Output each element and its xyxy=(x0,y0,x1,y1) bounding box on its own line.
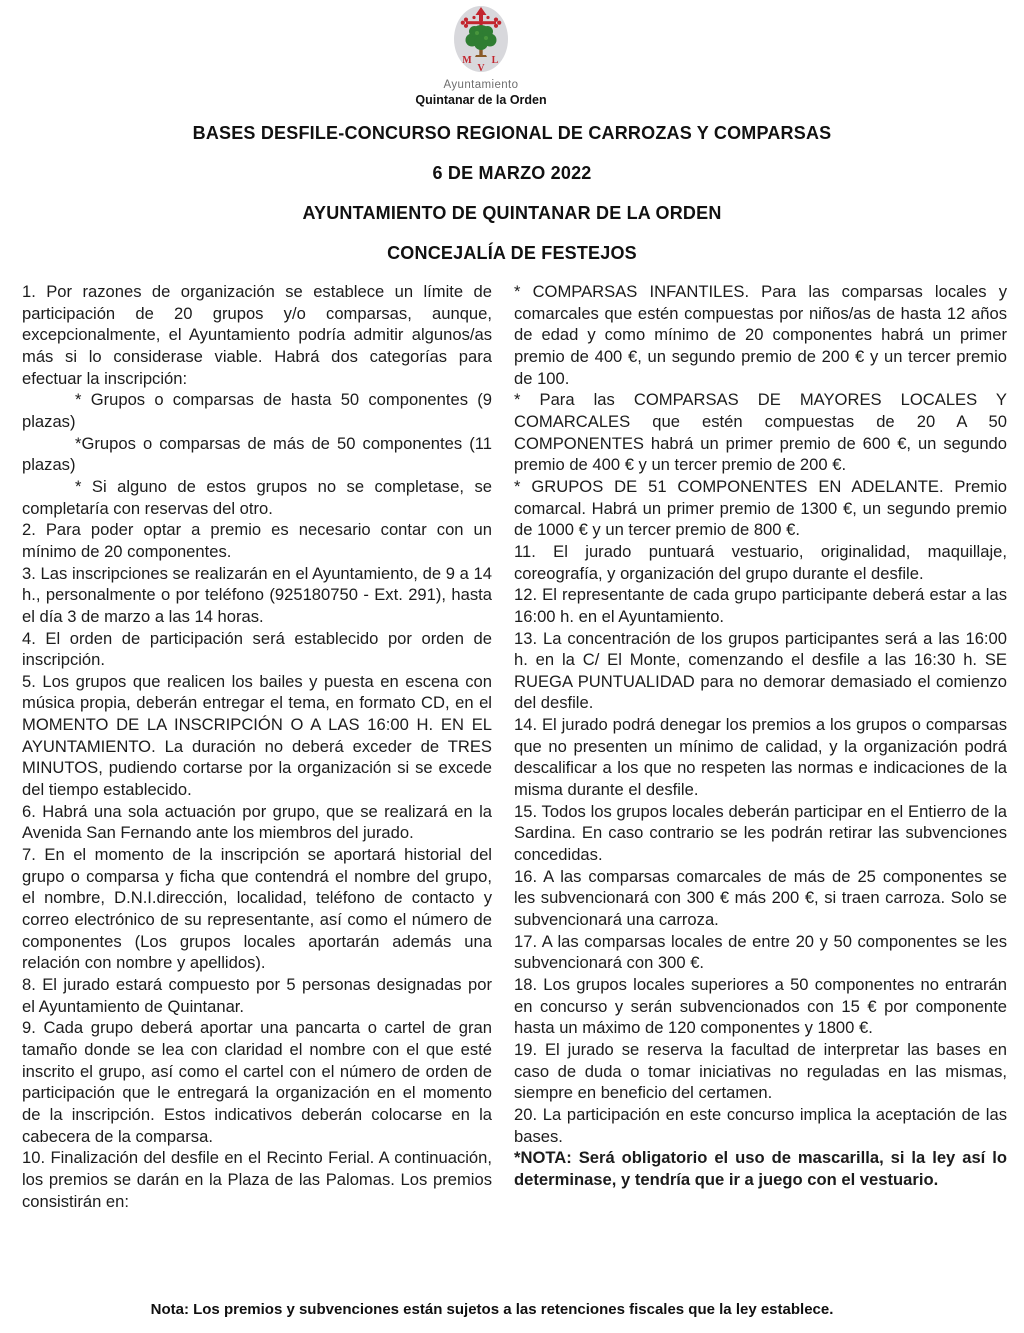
svg-text:L: L xyxy=(491,55,499,66)
rule-item-9: 9. Cada grupo deberá aportar una pancarta o cartel de gran tamaño donde se lea con claridad el nombre con el que esté inscrito el grupo, así como el cartel con el número de orden de participación que le entregará la organización en el momento de la inscripción. Estos indicativos deberán colocarse en la cabecera de la comparsa. xyxy=(22,1018,492,1146)
rule-item-13: 13. La concentración de los grupos participantes será a las 16:00 h. en la C/ El Monte, comenzando el desfile a las 16:30 h. SE RUEGA PUNTUALIDAD para no demorar demasiado el comienzo del desfile. xyxy=(514,628,1007,713)
rule-item-3: 3. Las inscripciones se realizarán en el Ayuntamiento, de 9 a 14 h., personalmente o por teléfono (925180750 - Ext. 291), hasta el día 3 de marzo a las 14 horas. xyxy=(22,563,492,626)
title-block xyxy=(0,113,1024,273)
prize-item-mayores: * Para las COMPARSAS DE MAYORES LOCALES Y COMARCALES que estén compuestas de 20 A 50 COMPONENTES habrá un primer premio de 600 €, un segundo premio de 400 € y un tercer premio de 200 €. xyxy=(514,390,1007,475)
rule-item-20: 20. La participación en este concurso implica la aceptación de las bases. xyxy=(514,1104,1007,1146)
rule-item-17: 17. A las comparsas locales de entre 20 y 50 componentes se les subvencionará con 300 €. xyxy=(514,931,1007,973)
footer-note: Nota: Los premios y subvenciones están sujetos a las retenciones fiscales que la ley establece. xyxy=(150,1301,834,1318)
bullet-item: *Grupos o comparsas de más de 50 componentes (11 plazas) xyxy=(22,433,492,475)
mask-note: *NOTA: Será obligatorio el uso de mascarilla, si la ley así lo determinase, y tendría que ir a juego con el vestuario. xyxy=(514,1148,1007,1189)
document-organization: AYUNTAMIENTO DE QUINTANAR DE LA ORDEN xyxy=(302,203,722,223)
prize-item-grupos-51: * GRUPOS DE 51 COMPONENTES EN ADELANTE. Premio comarcal. Habrá un primer premio de 1300 €, un segundo premio de 1000 € y un tercer premio de 800 €. xyxy=(514,476,1007,540)
svg-text:M: M xyxy=(462,55,472,66)
rule-item-19: 19. El jurado se reserva la facultad de interpretar las bases en caso de duda o tomar iniciativas no reguladas en las mismas, siempre en beneficio del certamen. xyxy=(514,1039,1007,1103)
rule-item-11: 11. El jurado puntuará vestuario, originalidad, maquillaje, coreografía, y organización del grupo durante el desfile. xyxy=(514,541,1007,583)
org-name-secondary: Ayuntamiento xyxy=(443,79,519,91)
rule-item-15: 15. Todos los grupos locales deberán participar en el Entierro de la Sardina. En caso contrario se les podrán retirar las subvenciones concedidas. xyxy=(514,801,1007,865)
rule-item-2: 2. Para poder optar a premio es necesario contar con un mínimo de 20 componentes. xyxy=(22,520,492,561)
bullet-item: * Grupos o comparsas de hasta 50 componentes (9 plazas) xyxy=(22,390,492,431)
rule-item-5: 5. Los grupos que realicen los bailes y puesta en escena con música propia, deberán entregar el tema, en formato CD, en el MOMENTO DE LA INSCRIPCIÓN O A LAS 16:00 H. EN EL AYUNTAMIENTO. La duración no deberá exceder de TRES MINUTOS, pudiendo cortarse por la organización si se excede del tiempo establecido. xyxy=(22,671,492,800)
rule-item-1: 1. Por razones de organización se establece un límite de participación de 20 grupos y/o comparsas, aunque, excepcionalmente, el Ayuntamiento podría admitir algunos/as más si lo considerase viable. Habrá dos categorías para efectuar la inscripción: xyxy=(22,282,492,388)
right-column xyxy=(514,281,1007,1212)
document-header xyxy=(0,5,962,107)
rule-item-12: 12. El representante de cada grupo participante deberá estar a las 16:00 h. en el Ayuntamiento. xyxy=(514,585,1007,626)
document-title: BASES DESFILE-CONCURSO REGIONAL DE CARROZAS Y COMPARSAS xyxy=(192,123,832,143)
rule-item-7: 7. En el momento de la inscripción se aportará historial del grupo o comparsa y ficha que contendrá el nombre del grupo, el nombre, D.N.I.dirección, localidad, teléfono de contacto y correo electrónico de su representante, así como el número de componentes (Los grupos locales aportarán además una relación con nombre y apellidos). xyxy=(22,845,492,973)
rule-item-14: 14. El jurado podrá denegar los premios a los grupos o comparsas que no presenten un mínimo de calidad, y la organización podrá descalificar a los que no respeten las normas e indicaciones de la misma durante el desfile. xyxy=(514,715,1007,800)
left-column xyxy=(22,281,492,1212)
rule-item-6: 6. Habrá una sola actuación por grupo, que se realizará en la Avenida San Fernando ante los miembros del jurado. xyxy=(22,801,492,843)
rule-item-8: 8. El jurado estará compuesto por 5 personas designadas por el Ayuntamiento de Quintanar. xyxy=(22,975,492,1016)
prize-item-infantiles: * COMPARSAS INFANTILES. Para las comparsas locales y comarcales que estén compuestas por niños/as de hasta 12 años de edad y como mínimo de 20 componentes habrá un primer premio de 400 €, un segundo premio de 200 € y un tercer premio de 100. xyxy=(514,282,1007,388)
rule-item-16: 16. A las comparsas comarcales de más de 25 componentes se les subvencionará con 300 € más 200 €, si traen carroza. Solo se subvencionará una carroza. xyxy=(514,866,1007,930)
rule-item-18: 18. Los grupos locales superiores a 50 componentes no entrarán en concurso y serán subvencionados con 15 € por componente hasta un máximo de 120 componentes y 1800 €. xyxy=(514,975,1007,1038)
rule-item-4: 4. El orden de participación será establecido por orden de inscripción. xyxy=(22,628,492,670)
document-body xyxy=(22,281,1007,1212)
rule-item-10: 10. Finalización del desfile en el Recinto Ferial. A continuación, los premios se darán en la Plaza de las Palomas. Los premios consistirán en: xyxy=(22,1148,492,1211)
bullet-item: * Si alguno de estos grupos no se completase, se completaría con reservas del otro. xyxy=(22,476,492,518)
document-date: 6 DE MARZO 2022 xyxy=(432,163,592,183)
svg-text:V: V xyxy=(477,63,485,73)
document-department: CONCEJALÍA DE FESTEJOS xyxy=(387,243,637,263)
org-name-primary: Quintanar de la Orden xyxy=(415,93,547,107)
municipal-crest-logo xyxy=(453,5,509,73)
